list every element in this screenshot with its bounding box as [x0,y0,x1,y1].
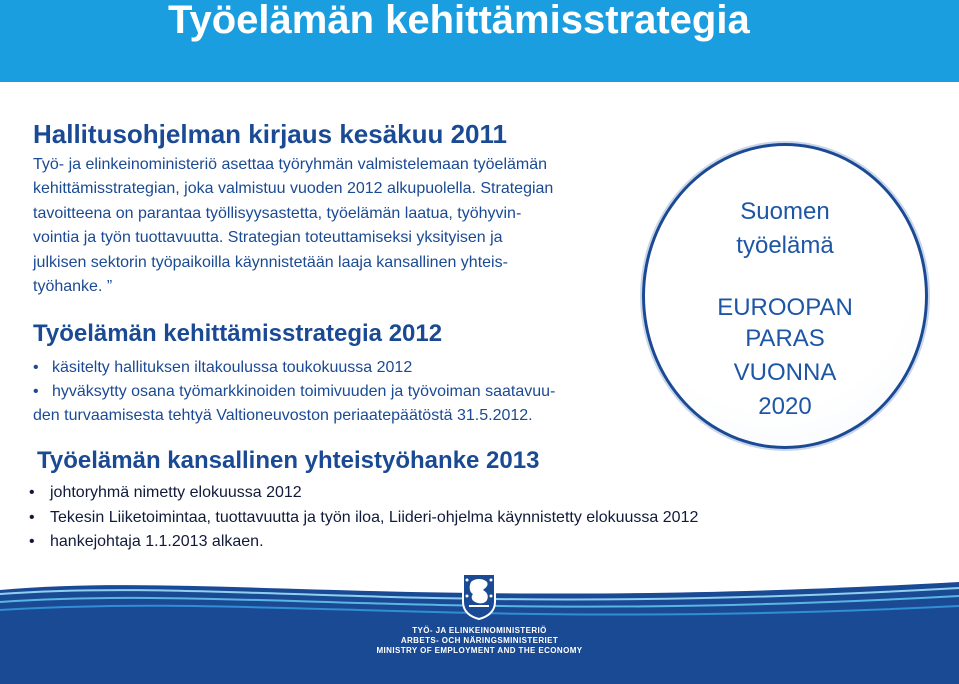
paragraph-line: Työ- ja elinkeinoministeriö asettaa työryhmän valmistelemaan työelämän [33,156,548,173]
list-item-text: käsitelty hallituksen iltakoulussa toukokuussa 2012 [52,359,413,376]
section1-heading: Hallitusohjelman kirjaus kesäkuu 2011 [33,119,508,149]
section2-heading: Työelämän kehittämisstrategia 2012 [33,320,443,347]
paragraph-line: kehittämisstrategian, joka valmistuu vuoden 2012 alkupuolella. Strategian [33,180,554,198]
circle-line: PARAS [745,325,825,352]
list-item-continuation: den turvaamisesta tehtyä Valtioneuvoston periaatepäätöstä 31.5.2012. [33,407,533,424]
list-item-text: hyväksytty osana työmarkkinoiden toimivuuden ja työvoiman saatavuu- [52,383,556,400]
list-item-text: johtoryhmä nimetty elokuussa 2012 [50,484,302,501]
title-bar [0,0,959,82]
circle-line: VUONNA [733,359,837,386]
section3-heading: Työelämän kansallinen yhteistyöhanke 2013 [37,447,540,474]
ministry-name-en: MINISTRY OF EMPLOYMENT AND THE ECONOMY [376,646,583,655]
paragraph-line: työhanke. ” [33,278,113,296]
vision-circle [642,143,928,449]
ministry-name-sv: ARBETS- OCH NÄRINGSMINISTERIET [400,636,559,645]
paragraph-line: julkisen sektorin työpaikoilla käynnistetään laaja kansallinen yhteis- [33,253,508,271]
section1-paragraph [33,153,653,299]
bullet-icon: • [29,484,35,501]
list-item-text: Tekesin Liiketoimintaa, tuottavuutta ja työn iloa, Liideri-ohjelma käynnistetty elokuussa 2012 [50,509,699,526]
circle-line: työelämä [736,232,834,259]
bullet-icon: • [33,383,39,400]
circle-line: EUROOPAN [717,294,853,321]
ministry-name-fi: TYÖ- JA ELINKEINOMINISTERIÖ [412,626,547,635]
list-item-text: hankejohtaja 1.1.2013 alkaen. [50,533,264,550]
slide-title: Työelämän kehittämisstrategia [168,0,750,42]
paragraph-line: tavoitteena on parantaa työllisyysastetta, työelämän laatua, työhyvin- [33,204,522,222]
circle-line: Suomen [740,198,830,225]
circle-line: 2020 [758,393,812,420]
bullet-icon: • [29,509,35,526]
ministry-lion-logo-icon [459,572,499,620]
bullet-icon: • [29,533,35,550]
paragraph-line: vointia ja työn tuottavuutta. Strategian toteuttamiseksi yksityisen ja [33,229,503,247]
bullet-icon: • [33,359,39,376]
